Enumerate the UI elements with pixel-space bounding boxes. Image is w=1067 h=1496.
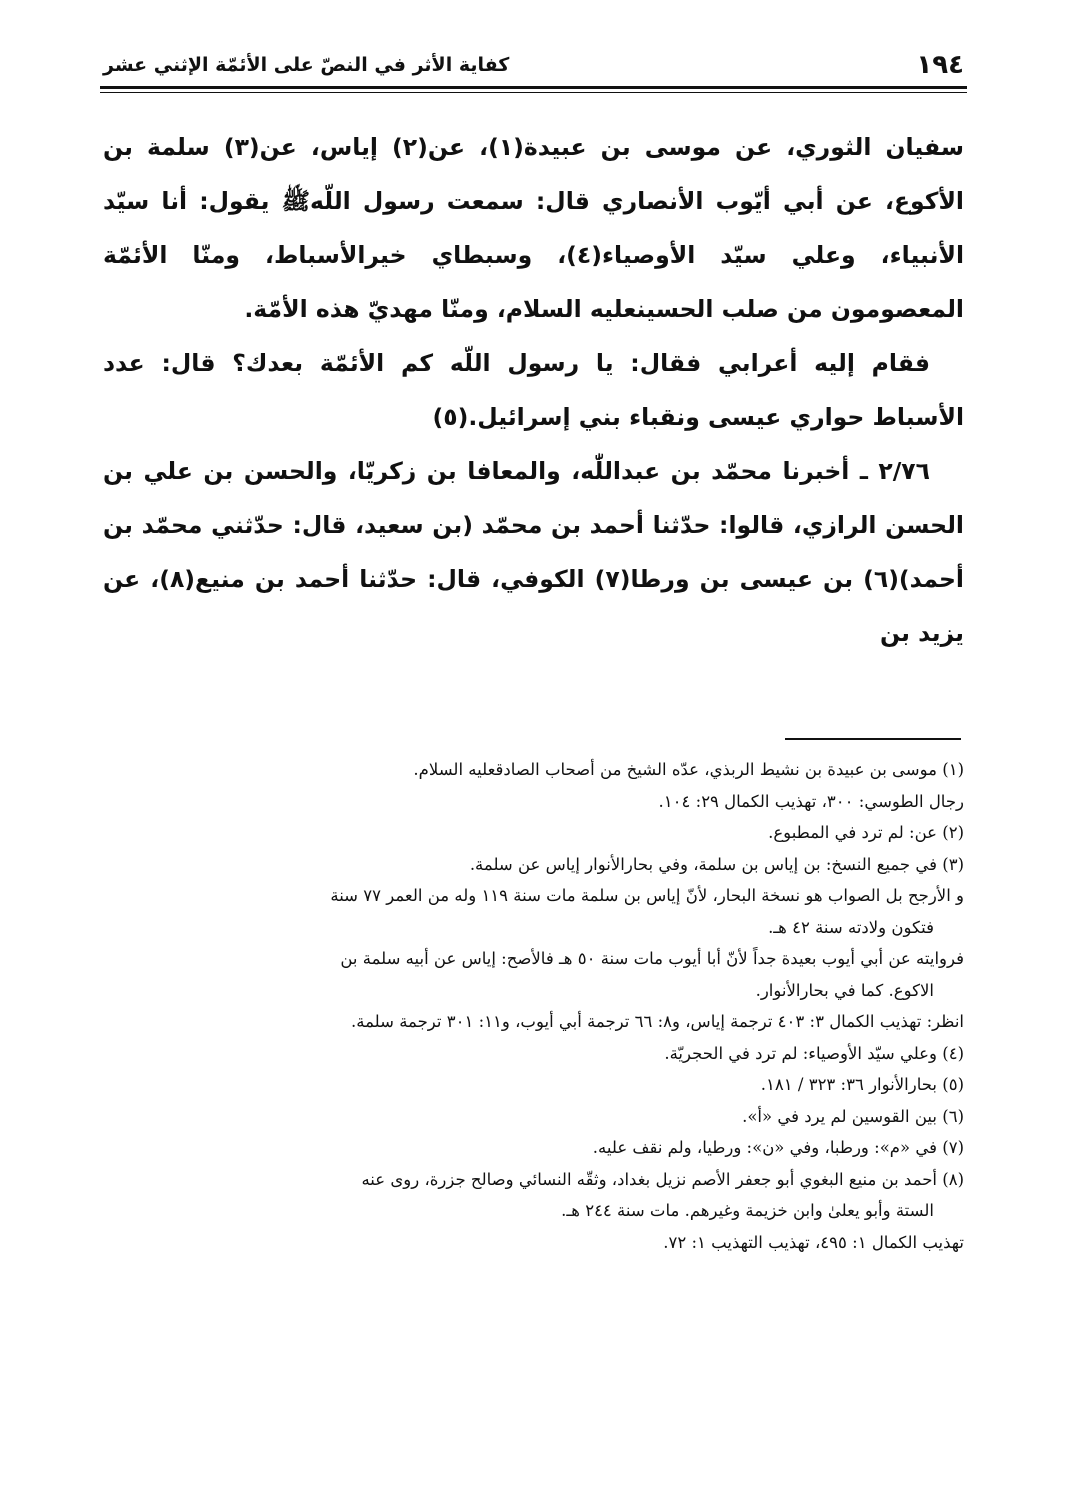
footnote-1-source: [103, 786, 964, 818]
footnote-8-references: تهذيب الكمال ١: ٤٩٥، تهذيب التهذيب ١: ٧٢.: [663, 1232, 964, 1252]
footnote-7: (٧) في «م»: ورطبا، وفي «ن»: ورطيا، ولم نقف عليه.: [592, 1138, 964, 1157]
paragraph-3: ٢/٧٦ ـ أخبرنا محمّد بن عبداللّٰه، والمعافا بن زكريّا، والحسن بن علي بن الحسن الرازي، قالوا: حدّثنا أحمد بن محمّد (بن سعيد، قال: حدّثني محمّد بن أحمد)(٦) بن عيسى بن ورطا(٧) الكوفي، قال: حدّثنا أحمد بن منيع(٨)، عن يزيد بن: [103, 457, 964, 647]
main-text: [103, 120, 964, 660]
footnote-2: (٢) عن: لم ترد في المطبوع.: [768, 823, 964, 842]
footnote-6: (٦) بين القوسين لم يرد في «أ».: [742, 1106, 964, 1126]
footnote-separator: [785, 738, 961, 740]
footnote-8: (٨) أحمد بن منيع البغوي أبو جعفر الأصم نزيل بغداد، وثقّه النسائي وصالح جزرة، روى عنه: [361, 1169, 964, 1189]
footnote-5: (٥) بحارالأنوار ٣٦: ٣٢٣ / ١٨١.: [760, 1075, 964, 1094]
footnote-3-reasoning: فروايته عن أبي أيوب بعيدة جداً لأنّ أبا أيوب مات سنة ٥٠ هـ فالأصح: إياس عن أبيه سلمة بن: [340, 949, 964, 968]
footnote-1-source-text: رجال الطوسي: ٣٠٠، تهذيب الكمال ٢٩: ١٠٤.: [658, 791, 964, 811]
footnote-3-reasoning-cont: [103, 975, 964, 1007]
page-number: ١٩٤: [916, 50, 964, 80]
footnote-8-cont-text: الستة وأبو يعلىٰ وابن خزيمة وغيرهم. مات سنة ٢٤٤ هـ.: [561, 1201, 934, 1220]
footnote-3-note-cont: [103, 912, 964, 944]
footnote-3: (٣) في جميع النسخ: بن إياس بن سلمة، وفي بحارالأنوار إياس عن سلمة.: [469, 854, 964, 874]
page-header: [103, 48, 964, 82]
footnote-8-cont: [103, 1195, 964, 1227]
footnote-4: (٤) وعلي سيّد الأوصياء: لم ترد في الحجريّة.: [664, 1043, 964, 1063]
running-title: كفاية الأثر في النصّ على الأئمّة الإثني عشر: [103, 54, 510, 76]
footnote-3-note-cont-text: فتكون ولادته سنة ٤٢ هـ.: [768, 917, 934, 937]
footnote-3-references: انظر: تهذيب الكمال ٣: ٤٠٣ ترجمة إياس، و٨: ٦٦ ترجمة أبي أيوب، و١١: ٣٠١ ترجمة سلمة.: [351, 1012, 964, 1031]
footnote-3-note: و الأرجح بل الصواب هو نسخة البحار، لأنّ إياس بن سلمة مات سنة ١١٩ وله من العمر ٧٧ سنة: [330, 886, 964, 905]
footnote-1-text: (١) موسى بن عبيدة بن نشيط الربذي، عدّه الشيخ من أصحاب الصادقعليه السلام.: [413, 760, 964, 779]
paragraph-2: فقام إليه أعرابي فقال: يا رسول اللّه كم الأئمّة بعدك؟ قال: عدد الأسباط حواري عيسى ونقباء بني إسرائيل.(٥): [103, 349, 964, 431]
header-rule-thin: [100, 92, 967, 93]
paragraph-1: سفيان الثوري، عن موسى بن عبيدة(١)، عن(٢) إياس، عن(٣) سلمة بن الأكوع، عن أبي أيّوب الأنصاري قال: سمعت رسول اللّهﷺ يقول: أنا سيّد الأنبياء، وعلي سيّد الأوصياء(٤)، وسبطاي خيرالأسباط، ومنّا الأئمّة المعصومون من صلب الحسينعليه السلام، ومنّا مهديّ هذه الأمّة.: [103, 133, 965, 323]
footnote-3-reasoning-cont-text: الاكوع. كما في بحارالأنوار.: [755, 980, 934, 1000]
footnotes: [103, 754, 964, 1258]
header-rule-thick: [100, 86, 967, 89]
footnote-1: [103, 754, 964, 786]
